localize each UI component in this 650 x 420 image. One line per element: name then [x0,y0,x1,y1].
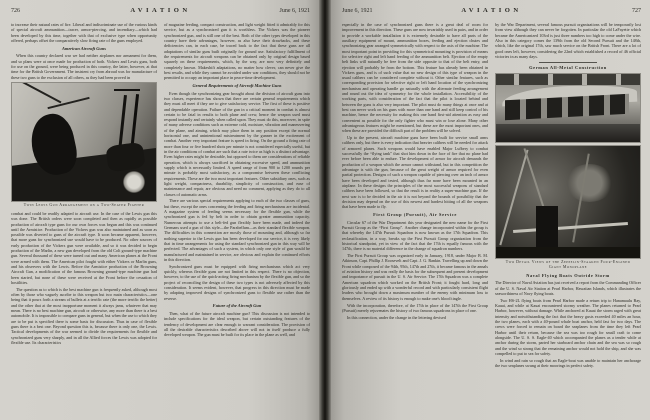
journal-title: AVIATION [461,7,522,14]
photo-caption-line2: Giant Monoplane [548,264,588,270]
photo-shape-hull [496,124,640,142]
photo-shape-strut [17,82,61,103]
photo-shape-gun-sight [114,89,140,91]
paragraph: The question as to which is the best machine gun is frequently asked, although most often by those who vaguely ascribe to this weapon but two main characteristics—one being that it pours forth a stream of bullets at a terrific rate (the more terrific the better) and the other that at the most inopportune moment it always jams, whatever that may mean. There is no best machine gun, aircraft or otherwise, any more than there is a best automobile. It is impossible to compare guns in general, but when the use to which they are to be put is specified there is some basis for discussion. Thus in case of flexible guns there is a best one. Beyond question this is, because there is only one, the Lewis. Tactical developments of the war seemed to divide the requirements for flexible and synchronized guns very sharply, and in all the Allied forces the Lewis was adopted for flexible use. Its characteristics [11,286,157,345]
issue-date: June 6, 1921 [279,8,310,14]
photo-caption-twin-lewis: Twin Lewis Gun Arrangement on a Two-Seater Fighter [23,202,145,208]
issue-date: June 6, 1921 [342,8,373,14]
paragraph: In this connection, under the change in the lettering devised [347,314,446,320]
photo-zeppelin-staaken-structure [495,145,641,259]
photo-shape-tube [513,222,628,233]
column-left-1 [11,22,157,347]
section-heading-american-aircraft-guns: American Aircraft Guns [62,45,106,51]
paragraph: Up to the present, aircraft machine guns have been built for service small arms calibers only, but there is every indication that heavier calibers will be needed for attack of armored planes. Such weapons would have enabled Major Lufbery to combat successfully the “flying tank” that shot him down in the face of fire that no plane had ever before been able to endure. The development of armor for aircraft demands the production of a weapon which the armor cannot withstand, but in this competition the advantage is with the gun, because of the great weight of armor required for even partial protection. Designs of such a weapon capable of piercing over an inch of armor have been developed and tested, although thus far none have been mounted in an airplane. In these designs the principles of the most successful weapons of standard calibers have been followed, so that the result is in reality a super-machine gun. If the next war is to be decided in the air it is not beyond the bounds of possibility that the decision may depend on the use of this newest and hardest hitting of all the weapons that have been made to fly. [342,135,488,210]
page-726 [0,0,319,420]
photo-caption-zeppelin-staaken [495,260,641,270]
section-heading-general-requirements: General Requirements of Aircraft Machine Guns [192,82,282,88]
paragraph: combat and could be readily adapted to aircraft use. In the case of the Lewis gun this was done. The British orders were soon completed and then as rapidly as possible production of aircraft type guns for our own forces was begun and this was continued until the Armistice. Production of the Vickers gun was also maintained and as soon as possible was diverted to guns of the aircraft type. It soon became apparent, however, that more guns for synchronized use would have to be produced. No other sources of early production of the Vickers gun were available, and so it was decided to begin production of the Marlin, a new gun developed from the old Colt ground-type machine gun. Several thousand of these were turned out and many American planes at the Front were armed with them. The American pilot fought with either Vickers or Marlin guns, and his observers with the Lewis. Before the Armistice production of the Browning Aircraft Gun, a modification of the famous Browning ground-type machine gun had been started, but none of these were received at the Front before the cessation of hostilities. [11,210,157,285]
journal-title: AVIATION [130,7,191,14]
paragraph: Circular 67 of the War Department this year designated the new name for the First Pursuit Group as the “First Group”. Another change incorporated within the group is that whereby the 147th Pursuit Squadron is now known as the 17th Squadron. This reclassification, in a way, breaks up the First Pursuit Group organization from the historical standpoint, yet in view of the fact that the 17th is equally famous with the 147th, there is no material difference in the change of squadron numbers. [342,219,488,252]
photo-zeppelin-staaken-cabin [495,73,641,143]
section-heading-german-all-metal: German All-Metal Construction [529,65,607,71]
paragraph: especially in the case of synchronized guns there is a great deal of room for improvement in this direction. These guns are now invariably used in pairs, and in order to provide a workable installation it is extremely desirable to have all parts of the auxiliary equipment of mount, ammunition boxes, feeding and ejection chutes and synchronizing gear arranged symmetrically with respect to the axis of the machine. The most important point in providing for this symmetrical mounting is provision of means for selective right and left hand feeding of the ammunition belt. Ejection of the empty belt links will naturally be free from the side opposite to that of the belt entry, and ejection will probably be from the bottom. This feature has already been obtained in Vickers guns, and is of such value that no new design of this type of weapon in the usual calibers can be considered complete without it. Other similar features, such as corresponding provision for selective right or left hand location of the synchronizing mechanism and operating handle go naturally with the alternate feeding arrangement and round out the idea of symmetry for the whole installation. Accessibility of the working parts, with consideration of the fact that the pilot is located behind and between the guns is also very important. The pilot must do many things at once and at best can never work on his guns with more than one hand and still keep control of his machine, hence the necessity for making this one hand first-aid attention as easy and convenient as possible for the only fighter who must win or lose alone. Many other advantageous features might be mentioned, but these are the most important ones, and when these are provided the difficult part of the problem will be solved. [342,22,488,134]
photo-shape-hangar-wall [496,74,640,85]
section-heading-first-group-pursuit: First Group (Pursuit), Air Service [373,212,457,218]
photo-twin-lewis-gun [11,82,157,202]
paragraph: by the War Department, several famous pursuit organizations will be temporarily lost from view although they can never be forgotten. In particular the old LaFayette which became the Americanized 103rd is just three numbers too high to come under the wire. Also in this category comes the 139th from the old Second Pursuit and the 148th, which, like the original 17th, saw much service on the British Front. There are a lot of good ones left, however, considering the 22nd which established a record of 46 official victories in as many days. [495,22,641,59]
page-number: 727 [632,8,641,14]
paragraph: When this country declared war we had neither airplanes nor armament for them, and so plans were at once made for production of both. Vickers and Lewis guns, both for use on the ground, were being produced in this country, the latter, however, at that time for the British Government. The insistent cry from abroad was for manufacture of these two guns to the exclusion of all others, as they had been proved in [11,53,157,80]
paragraph: There are various special requirements applying to each of the two classes of guns, but these, except the ones concerning the feeding and firing mechanisms are incidental. A magazine system of feeding seems necessary for the flexible gun, while the synchronized gun is fed by belt in order to obtain greater ammunition capacity. Numerous attempts to use a belt-fed gun flexibly have been made, and indeed the Germans used a gun of this style—the Parabellum—as their standard flexible weapon. The difficulties in this connection are mostly those of mounting and, although so far nothing superior to the Lewis gun has been developed for our service, it is very likely that in time arrangements for using the standard synchronized gun in this way will be perfected. The advantages of such a system, in which only one style of gun would be manufactured and maintained in service, are obvious and explain the continued efforts in this direction. [164,198,310,262]
page-header-right [342,7,641,14]
paragraph: The First Pursuit Group was organized early in January, 1918, under Major B. M. Atkinson, Capt. Phillip J. Roosevelt and Capt. J. G. Rankin. Travelling up and down the Front while composed of the 94th, 95th, 147th and 27th, it became famous in the annals of aviation history and was really the basis for the subsequent and present development and importance of pursuit in the U. S. Air Service. The 17th Squadron was a complete American squadron which worked on the British Front; it fought hard, long and gloriously and ended up with a wonderful record and with particularly consistent flight leaders who brought down a maximum number of the enemy with minimum loss to themselves. A review of its history is enough to make one's blood tingle. [342,253,488,301]
paragraph: Then, what of the future aircraft machine gun? This discussion is not intended to include specifications for the ideal weapon, but certain outstanding features of the tendency of development are clear enough to warrant consideration. The provision of all the desirable characteristics described above will not in itself produce a fully developed weapon. The gun must be built for its place in the plane as well, and [164,311,310,338]
paragraph: to increase their natural rates of fire. Liberal and indiscriminate use of the various kinds of special aircraft ammunition—tracer, armor-piercing, and incendiary—which had been developed by this time, together with that of exclusive type when opportunity offered, perhaps offset the comparatively slow firing rate of the guns employed. [11,22,157,43]
page-header-left [11,7,310,14]
paragraph: With the incorporation, therefore, of the 17th in place of the 147th the First Group (Pursuit) merely rejuvenates the history of two famous squadrons in place of one. [342,302,488,313]
section-heading-future-of-aircraft-gun: Future of the Aircraft Gun [212,303,262,309]
paragraph: The Director of Naval Aviation has just received a report from the Commanding Officer of the U. S. Naval Air Station at Pearl Harbor, Hawaiian Islands, which illustrates the seaworthiness of Navy flying boats. [495,280,641,296]
paragraph: Synchronized guns must be equipped with firing mechanisms which act very quickly, whereas flexible guns are not limited in this respect. There is no objection, however, to the use of the quick-acting firing mechanism by the flexible gun, and so the project of reconciling the design of these two types is not adversely affected by this consideration. It seems evident, however, that progress in this direction must be made by adapting improved designs of synchronized guns to flexible use rather than the reverse. [164,263,310,301]
column-right-2 [495,22,641,370]
paragraph: Even though the synchronizing gear brought about the division of aircraft guns into two classes, experience has shown that there are certain general requirements which they must all meet if they are to give satisfactory service. The first of these is positive and dependable operation. Failure of the gun in a critical moment in combat is almost certain to be fatal in results to both plane and crew, hence the weapon used must respond instantly and certainly when called upon. They must do this, moreover, in spite of many adverse conditions such as extreme cold, moisture, vibration and maneuvering of the plane, and aiming, which may place them in any position except the normal horizontal one, and unintentional mistreatment by the gunner in the excitement of combat. Another very important feature is speed in firing. On the ground a firing rate of more than four or five hundred shots per minute is not considered especially useful, but in the air conditions of combat are such that a rate twice as high is a distinct advantage. Even higher rates might be desirable, but opposed to them are considerations of reliable operation, which is always sacrificed in obtaining excessive speed, and ammunition supply which is necessarily limited. A speed range of from 900 to 1200 rounds per minute is probably most satisfactory, as a compromise between these conflicting requirements. These are the two most important features. Other subsidiary ones, such as light weight, compactness, durability, simplicity of construction, and ease of maintenance and repair, are obvious and need no comment, applying as they do to all classes of automatic arms. [164,90,310,197]
column-right-1 [342,22,488,370]
paragraph: of magazine feeding, compact construction, and light weight fitted it admirably for this service, but as a synchronized gun it is worthless. The Vickers was the pioneer synchronized gun, and is still one of the best. Both of the other types developed in this country have their advantages, however, as also have their drawbacks, and these deficiencies can, in each case, be traced back to the fact that these guns are all adaptations of similar guns built originally for ground use. Satisfactory fulfillment of the requirements for aircraft weapons can be obtained only by original design based squarely on these requirements, which, by the way, are now very definitely and completely known. Makeshift adaptations, no matter how clever, can never give the best results, and while they cannot be avoided under war conditions, they should not be permitted to occupy an important place in peace-time development. [164,22,310,81]
column-left-2 [164,22,310,347]
page-number: 726 [11,8,20,14]
photo-shape-floor [496,247,640,258]
paragraph: Two HS-2L flying boats from Pearl Harbor made a return trip to Hanamaulu Bay, Kauai, and while at Kauai encountered stormy weather. The planes returned to Pearl Harbor, however, without damage. While anchored at Kauai the storm raged with great intensity and notwithstanding the fact that the heavy gusts exceeded 40 miles an hour, the two planes, each with a 40-pound whale boat anchor, held fast for two days. The crews were forced to remain on board the seaplanes from the time they left Pearl Harbor until their return, because the sea was too rough for small craft to come alongside. The U. S. S. Eagle-40 which accompanied the planes as a tender while at anchor during the storm, parted her starboard anchor chain and the sea was so rough and the wind so strong that the remaining anchor would not hold the ship, and she was compelled to put to sea for safety. [495,297,641,356]
section-divider-rule [539,62,597,63]
photo-shape-roundel [122,170,146,194]
paragraph: In wind and rain so rough that an Eagle-boat was unable to maintain her anchorage the two seaplanes swung at their moorings in perfect safety. [495,357,641,369]
photo-shape-light-patch [565,164,614,202]
section-heading-naval-flying-boats: Naval Flying Boats Outride Storm [526,272,610,278]
photo-caption-line1: Two Detail Views of the Zeppelin-Staaken Four-Engined [505,259,631,265]
binding-gutter [319,0,331,420]
page-727 [331,0,650,420]
